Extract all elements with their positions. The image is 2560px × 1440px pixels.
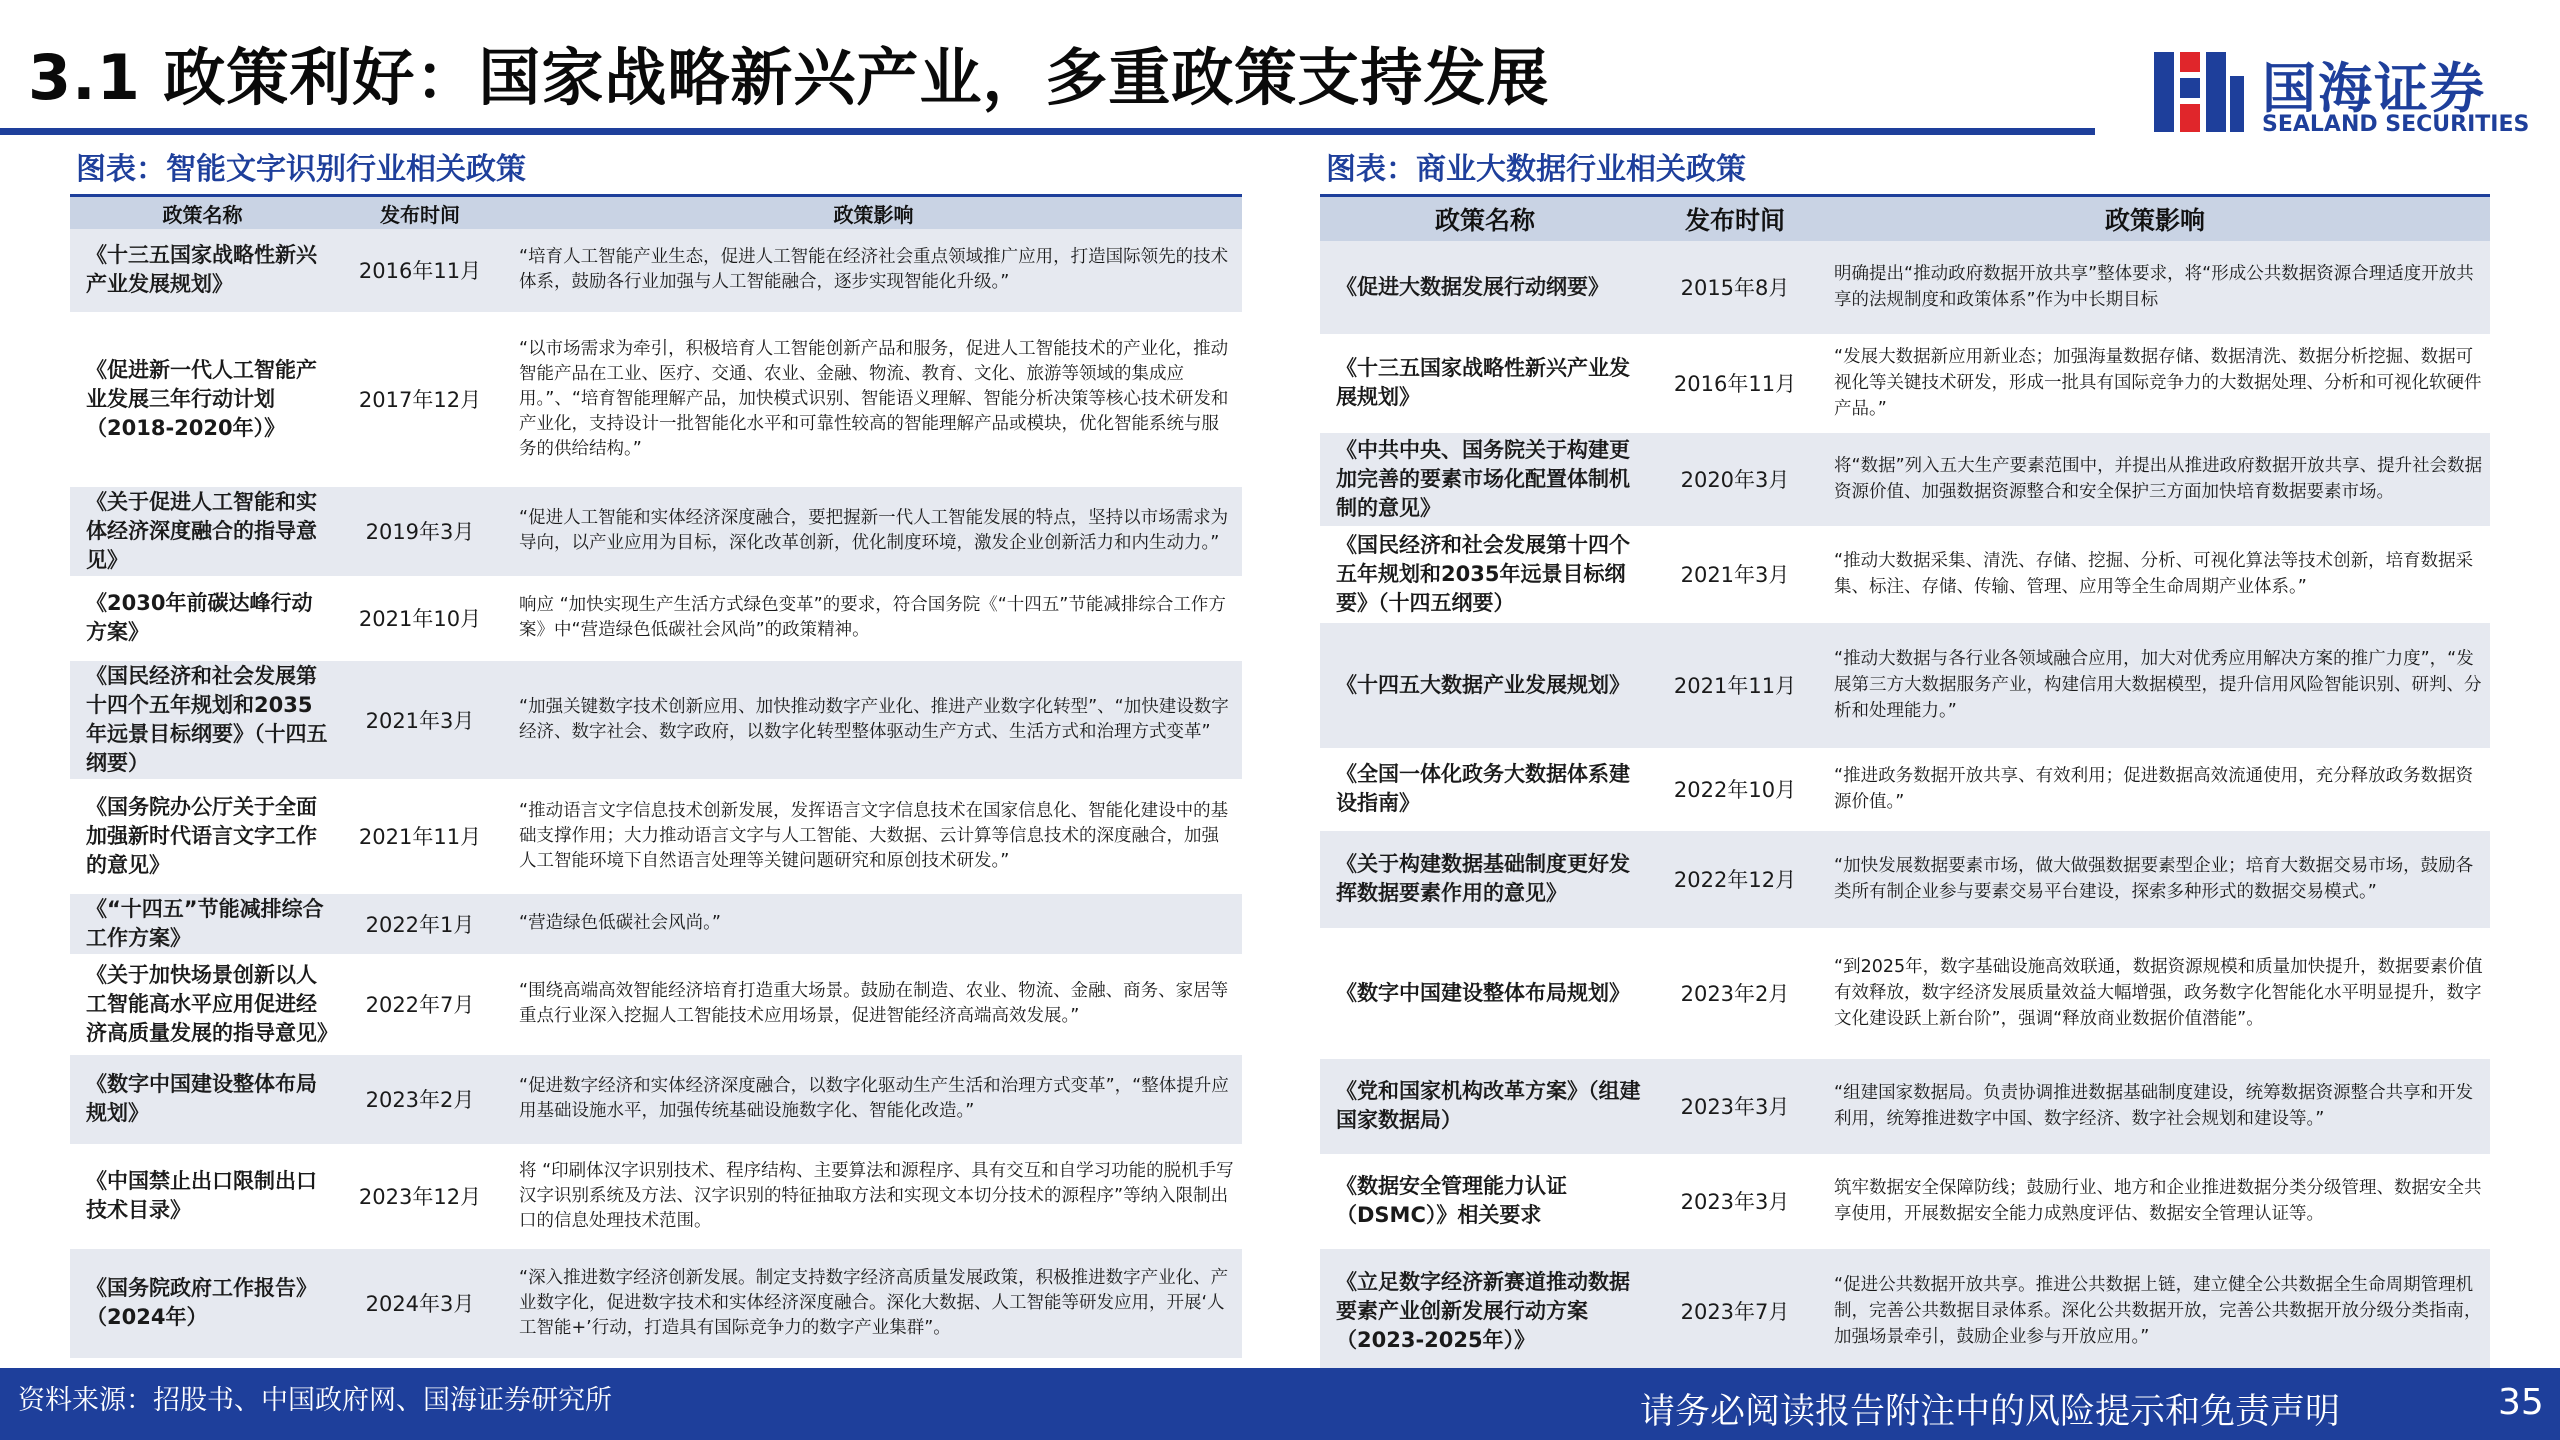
policy-name: 《国务院政府工作报告》（2024年） <box>70 1247 335 1359</box>
policy-impact: “促进数字经济和实体经济深度融合，以数字化驱动生产生活和治理方式变革”，“整体提升应用基础设施水平，加强传统基础设施数字化、智能化改造。” <box>505 1053 1242 1145</box>
policy-name: 《国民经济和社会发展第十四个五年规划和2035年远景目标纲要》（十四五纲要） <box>1320 527 1650 621</box>
right-table-caption: 图表：商业大数据行业相关政策 <box>1326 152 1746 187</box>
policy-name: 《2030年前碳达峰行动方案》 <box>70 577 335 659</box>
table-row <box>70 313 1242 485</box>
column-header: 发布时间 <box>335 197 505 229</box>
policy-impact: “营造绿色低碳社会风尚。” <box>505 892 1242 955</box>
logo-english-name: SEALAND SECURITIES <box>2262 112 2530 137</box>
policy-impact: 明确提出“推动政府数据开放共享”整体要求，将“形成公共数据资源合理适度开放共享的法规制度和政策体系”作为中长期目标 <box>1820 241 2490 335</box>
policy-date: 2022年7月 <box>335 955 505 1053</box>
column-header: 政策名称 <box>1320 197 1650 241</box>
table-row <box>1320 335 2490 431</box>
policy-date: 2021年3月 <box>335 659 505 780</box>
policy-impact: 将“数据”列入五大生产要素范围中，并提出从推进政府数据开放共享、提升社会数据资源价值、加强数据资源整合和安全保护三方面加快培育数据要素市场。 <box>1820 431 2490 527</box>
policy-date: 2023年12月 <box>335 1145 505 1247</box>
table-row <box>70 485 1242 577</box>
table-row <box>1320 929 2490 1057</box>
policy-date: 2021年10月 <box>335 577 505 659</box>
table-row <box>1320 1057 2490 1155</box>
policy-name: 《国民经济和社会发展第十四个五年规划和2035年远景目标纲要》（十四五纲要） <box>70 659 335 780</box>
policy-name: 《关于促进人工智能和实体经济深度融合的指导意见》 <box>70 485 335 577</box>
policy-impact: 响应 “加快实现生产生活方式绿色变革”的要求，符合国务院《“十四五”节能减排综合工作方案》中“营造绿色低碳社会风尚”的政策精神。 <box>505 577 1242 659</box>
table-row <box>70 780 1242 892</box>
logo-chinese-name: 国海证券 <box>2262 57 2486 120</box>
policy-date: 2024年3月 <box>335 1247 505 1359</box>
column-header: 政策名称 <box>70 197 335 229</box>
policy-date: 2015年8月 <box>1650 241 1820 335</box>
table-row <box>70 892 1242 955</box>
data-source: 资料来源：招股书、中国政府网、国海证券研究所 <box>18 1385 612 1416</box>
policy-name: 《促进大数据发展行动纲要》 <box>1320 241 1650 335</box>
policy-date: 2023年3月 <box>1650 1057 1820 1155</box>
policy-impact: “推动大数据采集、清洗、存储、挖掘、分析、可视化算法等技术创新，培育数据采集、标注、存储、传输、管理、应用等全生命周期产业体系。” <box>1820 527 2490 621</box>
policy-impact: “围绕高端高效智能经济培育打造重大场景。鼓励在制造、农业、物流、金融、商务、家居等重点行业深入挖掘人工智能技术应用场景，促进智能经济高端高效发展。” <box>505 955 1242 1053</box>
policy-date: 2022年12月 <box>1650 829 1820 929</box>
policy-date: 2016年11月 <box>1650 335 1820 431</box>
policy-date: 2022年10月 <box>1650 749 1820 829</box>
left-table-caption: 图表：智能文字识别行业相关政策 <box>76 152 526 187</box>
policy-name: 《“十四五”节能减排综合工作方案》 <box>70 892 335 955</box>
table-row <box>1320 527 2490 621</box>
policy-date: 2021年3月 <box>1650 527 1820 621</box>
policy-name: 《关于加快场景创新以人工智能高水平应用促进经济高质量发展的指导意见》 <box>70 955 335 1053</box>
column-header: 政策影响 <box>1820 197 2490 241</box>
big-data-policy-table <box>1320 197 2490 1377</box>
table-row <box>70 1145 1242 1247</box>
policy-date: 2023年2月 <box>335 1053 505 1145</box>
policy-name: 《中共中央、国务院关于构建更加完善的要素市场化配置体制机制的意见》 <box>1320 431 1650 527</box>
policy-date: 2022年1月 <box>335 892 505 955</box>
table-header-row <box>70 197 1242 229</box>
policy-date: 2021年11月 <box>1650 621 1820 749</box>
policy-name: 《十三五国家战略性新兴产业发展规划》 <box>70 229 335 313</box>
policy-impact: 筑牢数据安全保障防线；鼓励行业、地方和企业推进数据分类分级管理、数据安全共享使用，开展数据安全能力成熟度评估、数据安全管理认证等。 <box>1820 1155 2490 1247</box>
table-row <box>1320 621 2490 749</box>
policy-name: 《数据安全管理能力认证（DSMC）》相关要求 <box>1320 1155 1650 1247</box>
policy-impact: “培育人工智能产业生态，促进人工智能在经济社会重点领域推广应用，打造国际领先的技术体系，鼓励各行业加强与人工智能融合，逐步实现智能化升级。” <box>505 229 1242 313</box>
policy-date: 2023年2月 <box>1650 929 1820 1057</box>
column-header: 发布时间 <box>1650 197 1820 241</box>
policy-name: 《全国一体化政务大数据体系建设指南》 <box>1320 749 1650 829</box>
policy-impact: “发展大数据新应用新业态；加强海量数据存储、数据清洗、数据分析挖掘、数据可视化等关键技术研发，形成一批具有国际竞争力的大数据处理、分析和可视化软硬件产品。” <box>1820 335 2490 431</box>
policy-name: 《数字中国建设整体布局规划》 <box>70 1053 335 1145</box>
table-row <box>1320 431 2490 527</box>
disclaimer-text: 请务必阅读报告附注中的风险提示和免责声明 <box>1640 1392 2341 1432</box>
policy-impact: 将 “印刷体汉字识别技术、程序结构、主要算法和源程序、具有交互和自学习功能的脱机手写汉字识别系统及方法、汉字识别的特征抽取方法和实现文本切分技术的源程序”等纳入限制出口的信息处理技术范围。 <box>505 1145 1242 1247</box>
policy-date: 2021年11月 <box>335 780 505 892</box>
policy-date: 2023年7月 <box>1650 1247 1820 1375</box>
policy-date: 2020年3月 <box>1650 431 1820 527</box>
policy-impact: “推动语言文字信息技术创新发展，发挥语言文字信息技术在国家信息化、智能化建设中的基础支撑作用；大力推动语言文字与人工智能、大数据、云计算等信息技术的深度融合，加强人工智能环境下自然语言处理等关键问题研究和原创技术研发。” <box>505 780 1242 892</box>
policy-date: 2023年3月 <box>1650 1155 1820 1247</box>
sealand-logo-icon <box>2150 46 2250 140</box>
policy-impact: “推进政务数据开放共享、有效利用；促进数据高效流通使用，充分释放政务数据资源价值。” <box>1820 749 2490 829</box>
policy-name: 《十三五国家战略性新兴产业发展规划》 <box>1320 335 1650 431</box>
table-row <box>1320 1247 2490 1375</box>
policy-date: 2016年11月 <box>335 229 505 313</box>
policy-impact: “加快发展数据要素市场，做大做强数据要素型企业；培育大数据交易市场，鼓励各类所有制企业参与要素交易平台建设，探索多种形式的数据交易模式。” <box>1820 829 2490 929</box>
policy-impact: “促进人工智能和实体经济深度融合，要把握新一代人工智能发展的特点，坚持以市场需求为导向，以产业应用为目标，深化改革创新，优化制度环境，激发企业创新活力和内生动力。” <box>505 485 1242 577</box>
table-row <box>70 955 1242 1053</box>
table-row <box>70 1053 1242 1145</box>
footer-bar <box>0 1368 2560 1440</box>
page-title: 3.1 政策利好：国家战略新兴产业，多重政策支持发展 <box>28 41 1550 114</box>
policy-name: 《促进新一代人工智能产业发展三年行动计划（2018-2020年）》 <box>70 313 335 485</box>
table-row <box>1320 241 2490 335</box>
policy-impact: “加强关键数字技术创新应用、加快推动数字产业化、推进产业数字化转型”、“加快建设数字经济、数字社会、数字政府，以数字化转型整体驱动生产方式、生活方式和治理方式变革” <box>505 659 1242 780</box>
policy-impact: “组建国家数据局。负责协调推进数据基础制度建设，统筹数据资源整合共享和开发利用，统筹推进数字中国、数字经济、数字社会规划和建设等。” <box>1820 1057 2490 1155</box>
left-policy-panel <box>70 150 1242 1361</box>
right-policy-panel <box>1320 150 2490 1377</box>
policy-date: 2017年12月 <box>335 313 505 485</box>
table-row <box>70 577 1242 659</box>
policy-name: 《关于构建数据基础制度更好发挥数据要素作用的意见》 <box>1320 829 1650 929</box>
policy-impact: “推动大数据与各行业各领域融合应用，加大对优秀应用解决方案的推广力度”，“发展第三方大数据服务产业，构建信用大数据模型，提升信用风险智能识别、研判、分析和处理能力。” <box>1820 621 2490 749</box>
policy-name: 《国务院办公厅关于全面加强新时代语言文字工作的意见》 <box>70 780 335 892</box>
table-row <box>1320 829 2490 929</box>
table-row <box>70 659 1242 780</box>
ai-text-recognition-policy-table <box>70 197 1242 1361</box>
policy-date: 2019年3月 <box>335 485 505 577</box>
title-underline <box>0 128 2095 135</box>
table-row <box>1320 1155 2490 1247</box>
policy-name: 《数字中国建设整体布局规划》 <box>1320 929 1650 1057</box>
column-header: 政策影响 <box>505 197 1242 229</box>
policy-impact: “到2025年，数字基础设施高效联通，数据资源规模和质量加快提升，数据要素价值有效释放，数字经济发展质量效益大幅增强，政务数字化智能化水平明显提升，数字文化建设跃上新台阶”，强调“释放商业数据价值潜能”。 <box>1820 929 2490 1057</box>
policy-impact: “深入推进数字经济创新发展。制定支持数字经济高质量发展政策，积极推进数字产业化、产业数字化，促进数字技术和实体经济深度融合。深化大数据、人工智能等研发应用，开展‘人工智能+’行动，打造具有国际竞争力的数字产业集群”。 <box>505 1247 1242 1359</box>
table-header-row <box>1320 197 2490 241</box>
policy-impact: “促进公共数据开放共享。推进公共数据上链，建立健全公共数据全生命周期管理机制，完善公共数据目录体系。深化公共数据开放，完善公共数据开放分级分类指南，加强场景牵引，鼓励企业参与开放应用。” <box>1820 1247 2490 1375</box>
table-row <box>1320 749 2490 829</box>
policy-name: 《党和国家机构改革方案》（组建国家数据局） <box>1320 1057 1650 1155</box>
table-row <box>70 1247 1242 1359</box>
company-logo <box>2150 46 2530 140</box>
page-number: 35 <box>2498 1382 2544 1423</box>
policy-impact: “以市场需求为牵引，积极培育人工智能创新产品和服务，促进人工智能技术的产业化，推动智能产品在工业、医疗、交通、农业、金融、物流、教育、文化、旅游等领域的集成应用。”、“培育智能理解产品，加快模式识别、智能语义理解、智能分析决策等核心技术研发和产业化，支持设计一批智能化水平和可靠性较高的智能理解产品或模块，优化智能系统与服务的供给结构。” <box>505 313 1242 485</box>
table-row <box>70 229 1242 313</box>
policy-name: 《中国禁止出口限制出口技术目录》 <box>70 1145 335 1247</box>
policy-name: 《立足数字经济新赛道推动数据要素产业创新发展行动方案（2023-2025年）》 <box>1320 1247 1650 1375</box>
policy-name: 《十四五大数据产业发展规划》 <box>1320 621 1650 749</box>
